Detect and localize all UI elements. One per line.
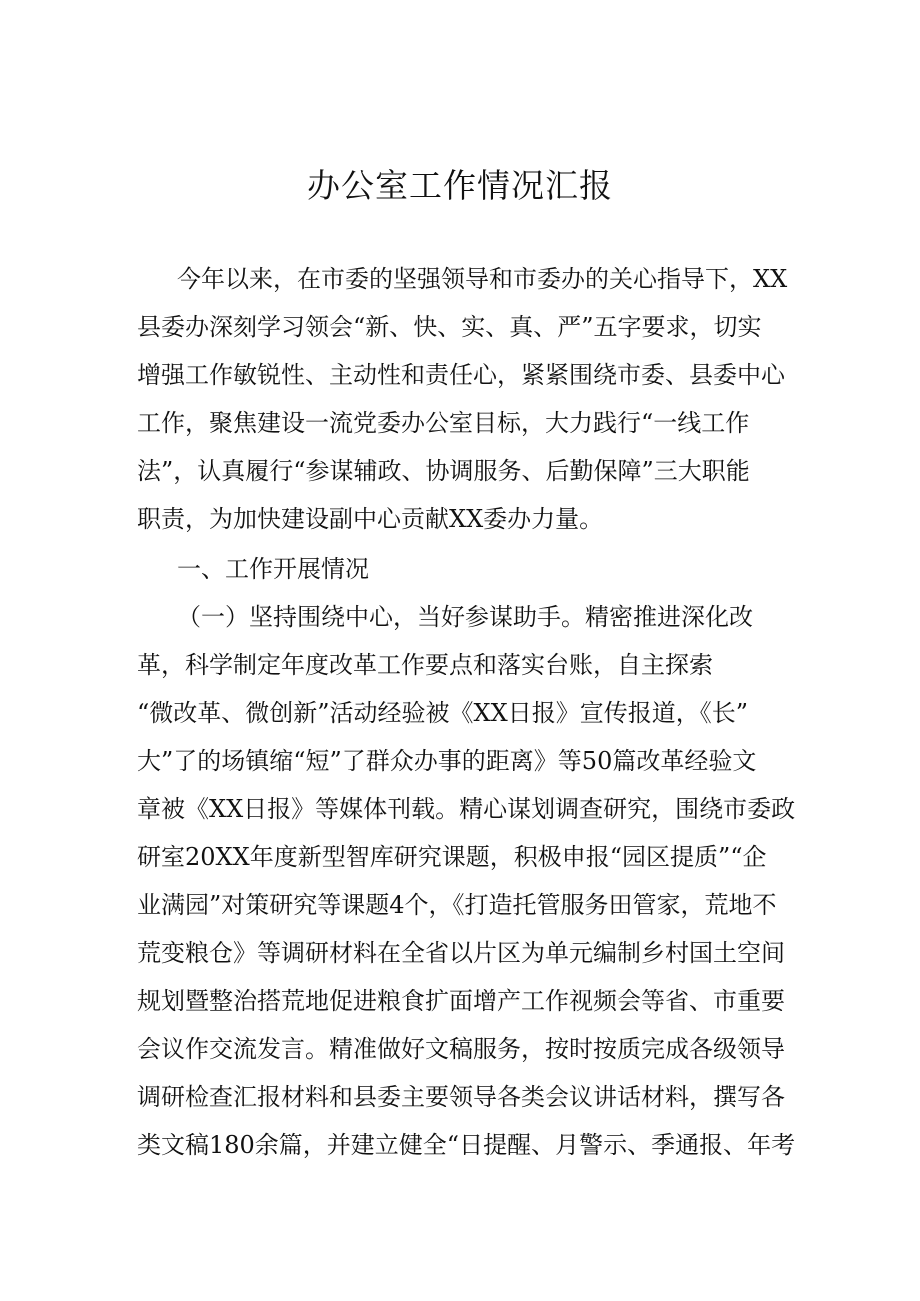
section-line: 革，科学制定年度改革工作要点和落实台账，自主探索 [137,651,713,679]
intro-line: 工作，聚焦建设一流党委办公室目标，大力践行“一线工作 [137,409,750,437]
intro-line: 职责，为加快建设副中心贡献XX委办力量。 [137,505,604,533]
document-title: 办公室工作情况汇报 [307,166,613,205]
intro-line: 县委办深刻学习领会“新、快、实、真、严”五字要求，切实 [137,313,762,341]
section-line: 章被《XX日报》等媒体刊载。精心谋划调查研究，围绕市委政 [137,795,796,823]
section-line: 规划暨整治搭荒地促进粮食扩面增产工作视频会等省、市重要 [137,987,785,1015]
intro-line: 法”，认真履行“参谋辅政、协调服务、后勤保障”三大职能 [137,457,750,485]
section-line: 调研检查汇报材料和县委主要领导各类会议讲话材料，撰写各 [137,1083,785,1111]
section-line: 大”了的场镇缩“短”了群众办事的距离》等50篇改革经验文 [137,747,757,775]
section-line: 类文稿180余篇，并建立健全“日提醒、月警示、季通报、年考 [137,1131,796,1159]
intro-line: 增强工作敏锐性、主动性和责任心，紧紧围绕市委、县委中心 [137,361,785,389]
section-line: （一）坚持围绕中心，当好参谋助手。精密推进深化改 [177,603,753,631]
section-heading: 一、工作开展情况 [177,555,369,583]
section-line: “微改革、微创新”活动经验被《XX日报》宣传报道，《长” [137,699,748,727]
section-line: 业满园”对策研究等课题4个，《打造托管服务田管家，荒地不 [137,891,777,919]
intro-line: 今年以来，在市委的坚强领导和市委办的关心指导下，XX [177,265,788,293]
section-line: 研室20XX年度新型智库研究课题，积极申报“园区提质”“企 [137,843,767,871]
section-line: 荒变粮仓》等调研材料在全省以片区为单元编制乡村国土空间 [137,939,785,967]
section-line: 会议作交流发言。精准做好文稿服务，按时按质完成各级领导 [137,1035,785,1063]
